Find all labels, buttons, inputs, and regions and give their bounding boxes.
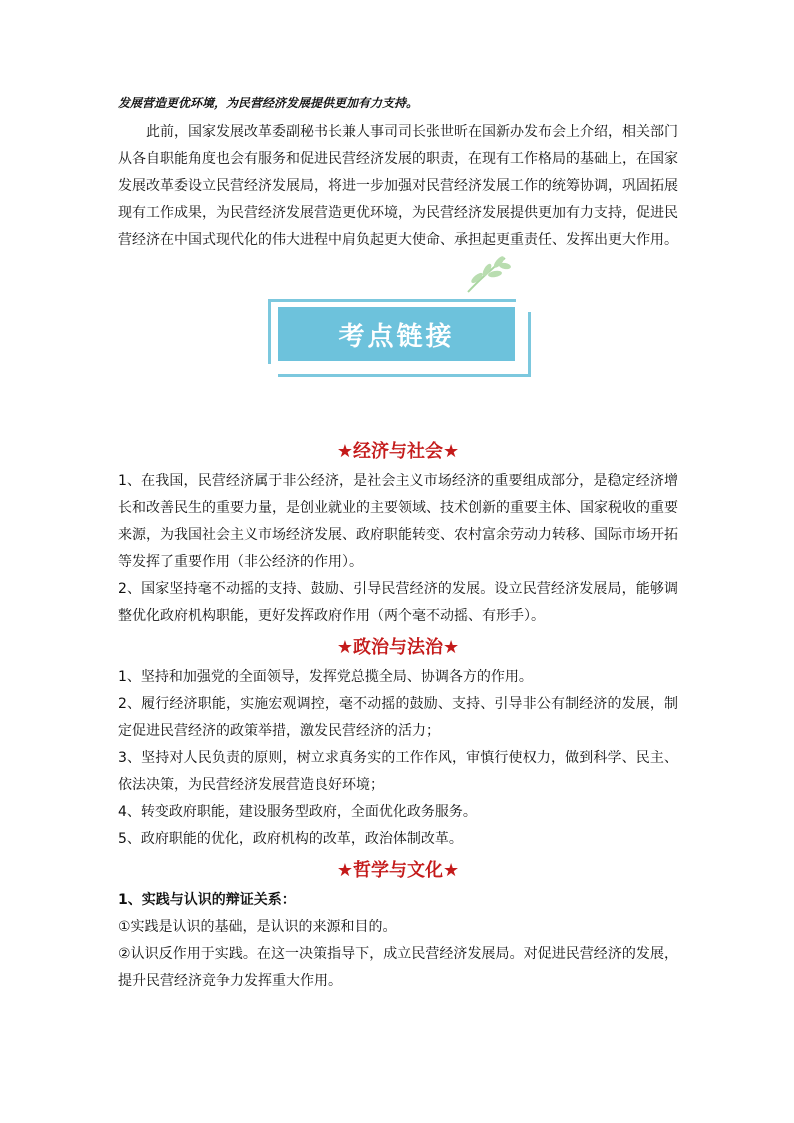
list-item: ②认识反作用于实践。在这一决策指导下，成立民营经济发展局。对促进民营经济的发展，提升民营经济竞争力发挥重大作用。 [118, 946, 678, 989]
list-item: 2、履行经济职能，实施宏观调控，毫不动摇的鼓励、支持、引导非公有制经济的发展，制定促进民营经济的政策举措，激发民营经济的活力； [118, 696, 678, 739]
list-item: 5、政府职能的优化，政府机构的改革，政治体制改革。 [118, 831, 463, 847]
kaodian-banner [118, 254, 678, 434]
section-title-politics: ★政治与法治★ [336, 637, 460, 658]
leaf-branch-icon [463, 254, 513, 294]
document-page [118, 88, 678, 995]
list-item: 4、转变政府职能，建设服务型政府，全面优化政务服务。 [118, 804, 477, 820]
banner-label: 考点链接 [278, 307, 515, 361]
section-title-economy: ★经济与社会★ [336, 441, 460, 462]
list-item: ①实践是认识的基础，是认识的来源和目的。 [118, 919, 397, 935]
intro-italic-line: 发展营造更优环境，为民营经济发展提供更加有力支持。 [118, 96, 419, 110]
list-item: 2、国家坚持毫不动摇的支持、鼓励、引导民营经济的发展。设立民营经济发展局，能够调整优化政府机构职能，更好发挥政府作用（两个毫不动摇、有形手）。 [118, 581, 678, 624]
subheading: 1、实践与认识的辩证关系： [118, 892, 296, 908]
list-item: 1、坚持和加强党的全面领导，发挥党总揽全局、协调各方的作用。 [118, 669, 533, 685]
list-item: 1、在我国，民营经济属于非公经济，是社会主义市场经济的重要组成部分，是稳定经济增长和改善民生的重要力量，是创业就业的主要领域、技术创新的重要主体、国家税收的重要来源，为我国社会主义市场经济发展、政府职能转变、农村富余劳动力转移、国际市场开拓等发挥了重要作用（非公经济的作用）。 [118, 473, 678, 570]
intro-paragraph: 此前，国家发展改革委副秘书长兼人事司司长张世昕在国新办发布会上介绍，相关部门从各自职能角度也会有服务和促进民营经济发展的职责，在现有工作格局的基础上，在国家发展改革委设立民营经济发展局，将进一步加强对民营经济发展工作的统筹协调，巩固拓展现有工作成果，为民营经济发展营造更优环境，为民营经济发展提供更加有力支持，促进民营经济在中国式现代化的伟大进程中肩负起更大使命、承担起更重责任、发挥出更大作用。 [118, 124, 678, 248]
section-title-philosophy: ★哲学与文化★ [336, 860, 460, 881]
list-item: 3、坚持对人民负责的原则，树立求真务实的工作作风，审慎行使权力，做到科学、民主、依法决策，为民营经济发展营造良好环境； [118, 750, 678, 793]
